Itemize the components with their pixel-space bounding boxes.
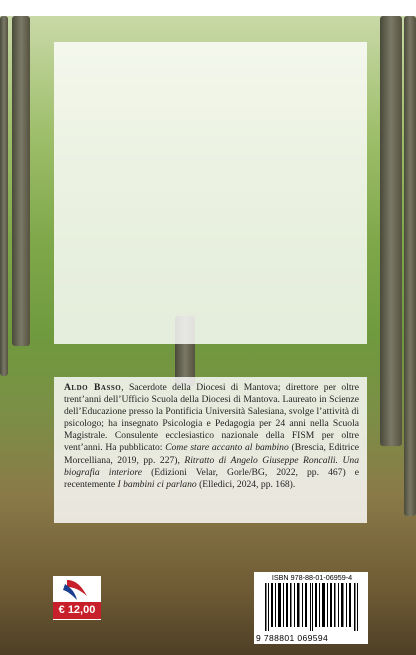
book-title: Come stare accanto al bambino xyxy=(165,442,289,454)
barcode-icon xyxy=(265,583,361,631)
tree-trunk xyxy=(404,16,416,516)
book-title: I bambini ci parlano xyxy=(117,478,197,490)
bio-text: , Sacerdote della Diocesi di Mantova; direttore per oltre trent’anni dell’Ufficio Scuola della Diocesi di Mantova. Laureato in Scienze dell’Educazione presso la Pontificia Università Salesiana, svolge l’attività di psicologo; ha insegnato Psicologia e Pedagogia per 24 anni nella Scuola Magistrale. Consulente ecclesiastico nazionale della FISM per oltre vent’anni. Ha pubblicato: xyxy=(64,382,359,454)
tree-trunk xyxy=(0,16,8,376)
price-label: € 12,00 xyxy=(53,602,101,619)
publisher-logo-icon xyxy=(53,576,101,602)
bio-text: (Edizioni Velar, Gorle/BG, 2022, pp. 467) e recentemente xyxy=(64,466,359,490)
book-title: Ritratto di Angelo Giuseppe Roncalli. Una biografia interiore xyxy=(64,454,359,478)
barcode-number: 9 788801 069594 xyxy=(256,633,329,643)
author-name: Aldo Basso xyxy=(64,382,122,393)
tree-trunk xyxy=(380,16,402,446)
tree-trunk xyxy=(12,16,30,346)
bio-text: (Brescia, Editrice Morcelliana, 2019, pp. 227), xyxy=(64,442,359,466)
author-bio xyxy=(64,382,359,491)
blurb-panel xyxy=(54,42,367,344)
isbn-label: ISBN 978-88-01-06959-4 xyxy=(271,573,353,582)
bio-text: (Elledici, 2024, pp. 168). xyxy=(196,478,296,490)
